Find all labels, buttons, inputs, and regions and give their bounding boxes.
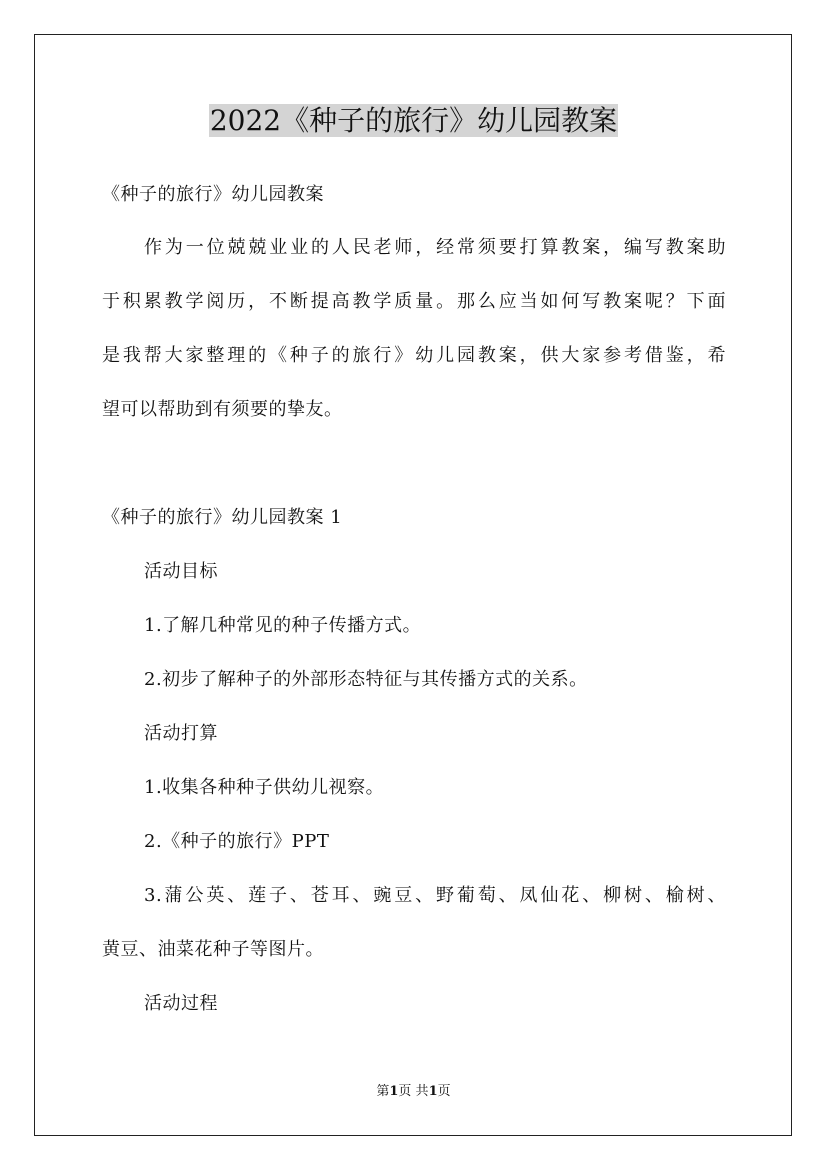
process-heading: 活动过程 (144, 993, 218, 1014)
intro-line-1: 作为一位兢兢业业的人民老师，经常须要打算教案，编写教案助 (144, 237, 726, 258)
intro-line-2: 于积累教学阅历，不断提高教学质量。那么应当如何写教案呢？下面 (102, 291, 726, 312)
document-title (0, 99, 827, 143)
goal-item-1: 1.了解几种常见的种子传播方式。 (144, 615, 422, 636)
footer-suffix: 页 (437, 1084, 451, 1099)
prep-item-3: 3.蒲公英、莲子、苍耳、豌豆、野葡萄、凤仙花、柳树、榆树、 (144, 885, 726, 906)
intro-line-3: 是我帮大家整理的《种子的旅行》幼儿园教案，供大家参考借鉴，希 (102, 345, 726, 366)
prep-heading: 活动打算 (144, 723, 218, 744)
prep-item-2: 2.《种子的旅行》PPT (144, 831, 330, 852)
section-heading: 《种子的旅行》幼儿园教案 1 (102, 507, 343, 528)
footer-page-current: 1 (389, 1084, 399, 1099)
document-subtitle: 《种子的旅行》幼儿园教案 (102, 184, 324, 205)
intro-line-4: 望可以帮助到有须要的挚友。 (102, 399, 343, 420)
document-title-text: 2022《种子的旅行》幼儿园教案 (209, 104, 618, 137)
page-footer (0, 1082, 827, 1102)
footer-page-total: 1 (428, 1084, 438, 1099)
footer-prefix: 第 (376, 1084, 390, 1099)
goals-heading: 活动目标 (144, 561, 218, 582)
footer-mid: 页 共 (398, 1084, 429, 1099)
prep-item-3-continued: 黄豆、油菜花种子等图片。 (102, 939, 324, 960)
prep-item-1: 1.收集各种种子供幼儿视察。 (144, 777, 385, 798)
goal-item-2: 2.初步了解种子的外部形态特征与其传播方式的关系。 (144, 669, 588, 690)
